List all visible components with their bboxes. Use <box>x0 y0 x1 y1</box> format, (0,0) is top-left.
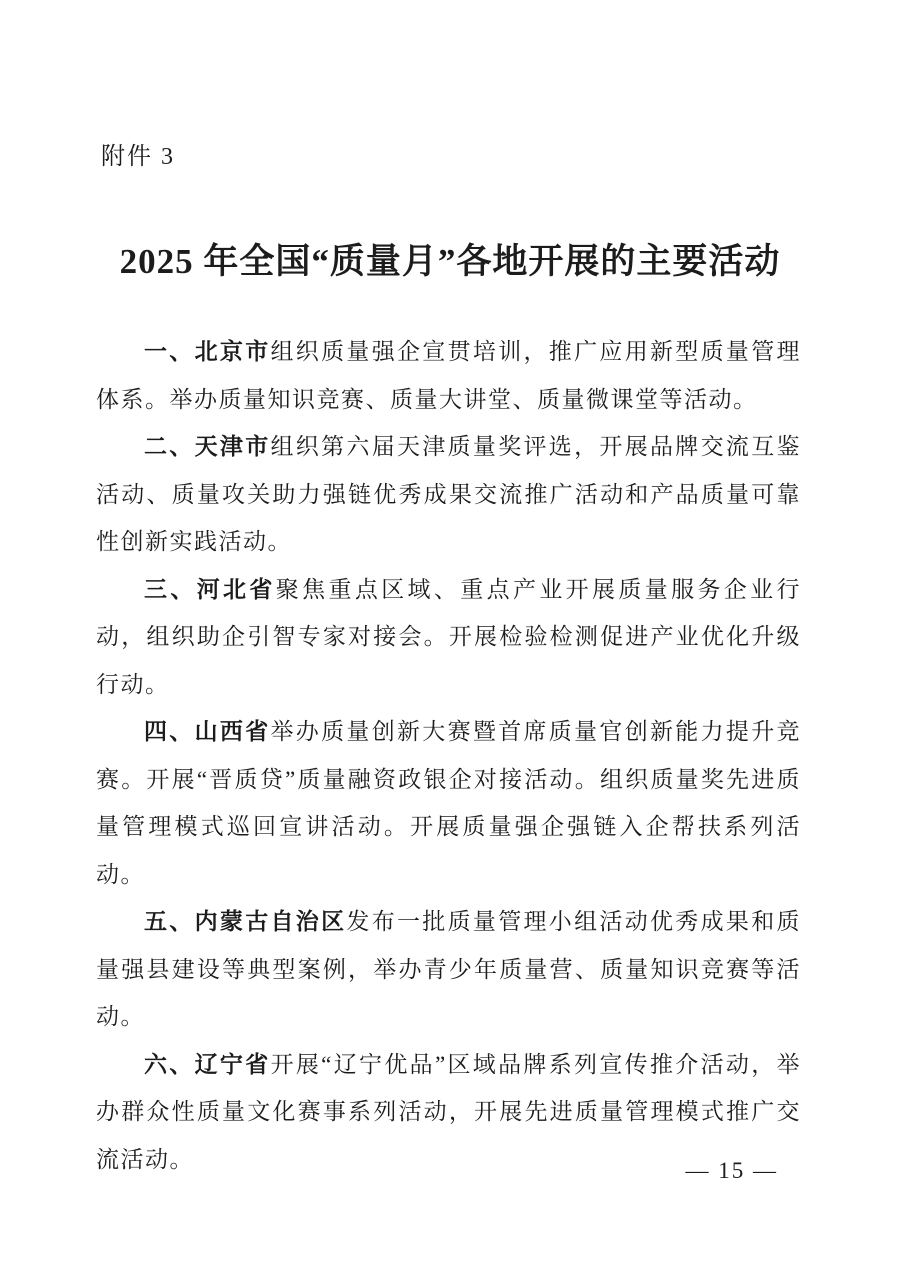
document-title: 2025 年全国“质量月”各地开展的主要活动 <box>119 242 781 281</box>
paragraph <box>96 566 801 709</box>
paragraph-lead: 五、内蒙古自治区 <box>144 908 347 934</box>
paragraph-body: 发布一批质量管理小组活动优秀成果和质量强县建设等典型案例，举办青少年质量营、质量知识竞赛等活动。 <box>96 909 802 1029</box>
paragraph <box>96 898 801 1041</box>
paragraph-body: 举办质量创新大赛暨首席质量官创新能力提升竞赛。开展“晋质贷”质量融资政银企对接活动。组织质量奖先进质量管理模式巡回宣讲活动。开展质量强企强链入企帮扶系列活动。 <box>96 719 802 887</box>
paragraph <box>96 423 801 566</box>
paragraph-body: 聚焦重点区域、重点产业开展质量服务企业行动，组织助企引智专家对接会。开展检验检测促进产业优化升级行动。 <box>96 576 802 697</box>
paragraph-lead: 一、北京市 <box>144 338 271 364</box>
attachment-label: 附件 3 <box>101 144 175 170</box>
page-number: — 15 — <box>685 1158 778 1183</box>
paragraph-lead: 二、天津市 <box>144 433 271 459</box>
paragraph-body: 开展“辽宁优品”区域品牌系列宣传推介活动，举办群众性质量文化赛事系列活动，开展先进质量管理模式推广交流活动。 <box>96 1051 802 1172</box>
paragraph <box>96 328 801 423</box>
paragraph-body: 组织质量强企宣贯培训，推广应用新型质量管理体系。举办质量知识竞赛、质量大讲堂、质量微课堂等活动。 <box>96 339 802 412</box>
paragraph <box>96 708 801 898</box>
paragraph-body: 组织第六届天津质量奖评选，开展品牌交流互鉴活动、质量攻关助力强链优秀成果交流推广活动和产品质量可靠性创新实践活动。 <box>96 434 802 554</box>
paragraph-lead: 四、山西省 <box>144 718 271 744</box>
paragraph-lead: 三、河北省 <box>144 575 276 602</box>
document-body <box>96 328 801 1183</box>
paragraph-lead: 六、辽宁省 <box>144 1050 271 1077</box>
